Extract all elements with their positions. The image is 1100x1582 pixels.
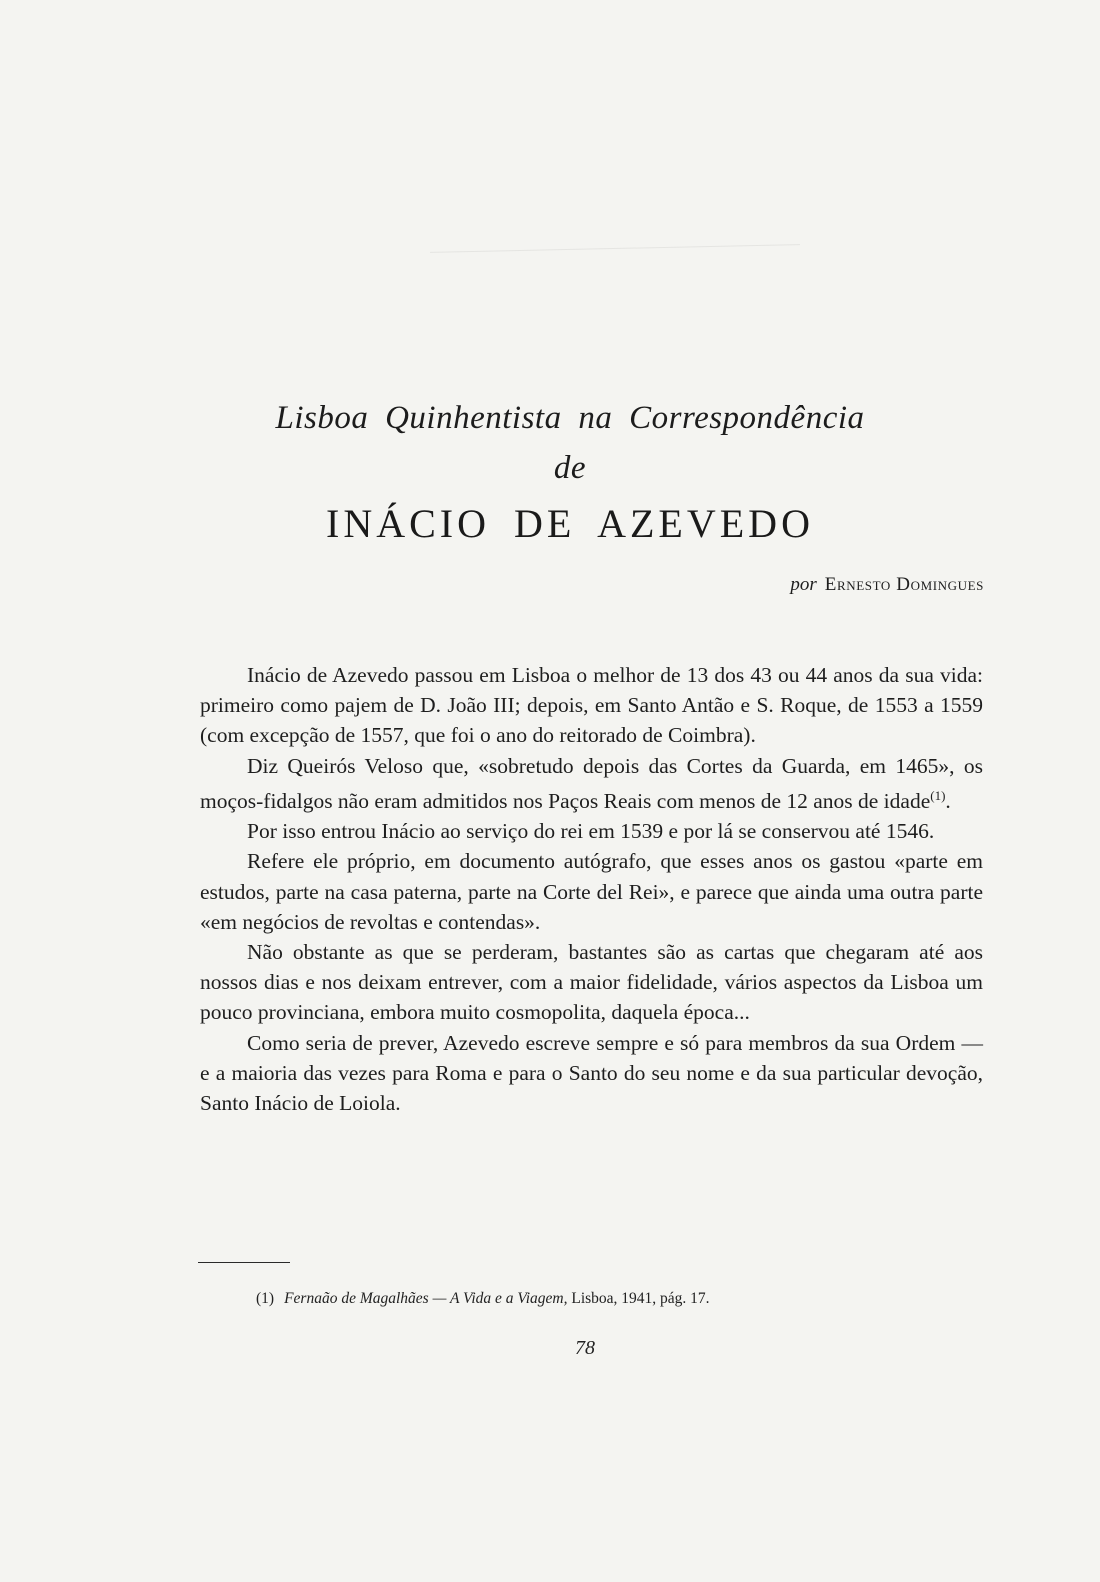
paragraph-text: Como seria de prever, Azevedo escreve sempre e só para membros da sua Ordem — e a maioria das vezes para Roma e para o Santo do seu nome e da sua particular devoção, Santo Inácio de Loiola. <box>200 1030 983 1115</box>
paragraph <box>200 751 983 817</box>
byline-prefix: por <box>790 574 817 595</box>
footnote-title: Fernaão de Magalhães — A Vida e a Viagem, <box>284 1290 568 1307</box>
paragraph-text: Refere ele próprio, em documento autógrafo, que esses anos os gastou «parte em estudos, parte na casa paterna, parte na Corte del Rei», e parece que ainda uma outra parte «em negócios de revoltas e contendas». <box>200 849 983 934</box>
byline-author: Ernesto Domingues <box>824 574 984 595</box>
paragraph-text: Diz Queirós Veloso que, «sobretudo depois das Cortes da Guarda, em 1465», os moços-fidalgos não eram admitidos nos Paços Reais com menos de 12 anos de idade <box>200 753 983 813</box>
paragraph <box>200 816 983 846</box>
paragraph-tail: . <box>945 788 951 813</box>
article-body <box>200 660 983 1118</box>
title-line-1: Lisboa Quinhentista na Correspondência <box>275 400 865 436</box>
footnote <box>256 1290 710 1308</box>
show-through-line <box>430 244 800 253</box>
footnote-divider <box>198 1262 290 1263</box>
paragraph <box>200 937 983 1028</box>
paragraph-text: Não obstante as que se perderam, bastantes são as cartas que chegaram até aos nossos dias e nos deixam entrever, com a maior fidelidade, vários aspectos da Lisboa um pouco provinciana, embora muito cosmopolita, daquela época... <box>200 939 983 1025</box>
footnote-mark: (1) <box>256 1290 275 1307</box>
page-number: 78 <box>575 1337 595 1359</box>
paragraph-text: Por isso entrou Inácio ao serviço do rei em 1539 e por lá se conservou até 1546. <box>247 819 935 844</box>
byline <box>790 574 984 596</box>
paragraph <box>200 846 983 937</box>
main-title: INÁCIO DE AZEVEDO <box>326 501 814 546</box>
paragraph-text: Inácio de Azevedo passou em Lisboa o melhor de 13 dos 43 ou 44 anos da sua vida: primeiro como pajem de D. João III; depois, em Santo Antão e S. Roque, de 1553 a 1559 (com excepção de 1557, que foi o ano do reitorado de Coimbra). <box>200 663 983 748</box>
paragraph <box>200 660 983 751</box>
paragraph <box>200 1028 983 1119</box>
title-line-2: de <box>553 450 587 486</box>
footnote-citation: Lisboa, 1941, pág. 17. <box>571 1290 710 1307</box>
footnote-reference[interactable]: (1) <box>930 787 946 803</box>
